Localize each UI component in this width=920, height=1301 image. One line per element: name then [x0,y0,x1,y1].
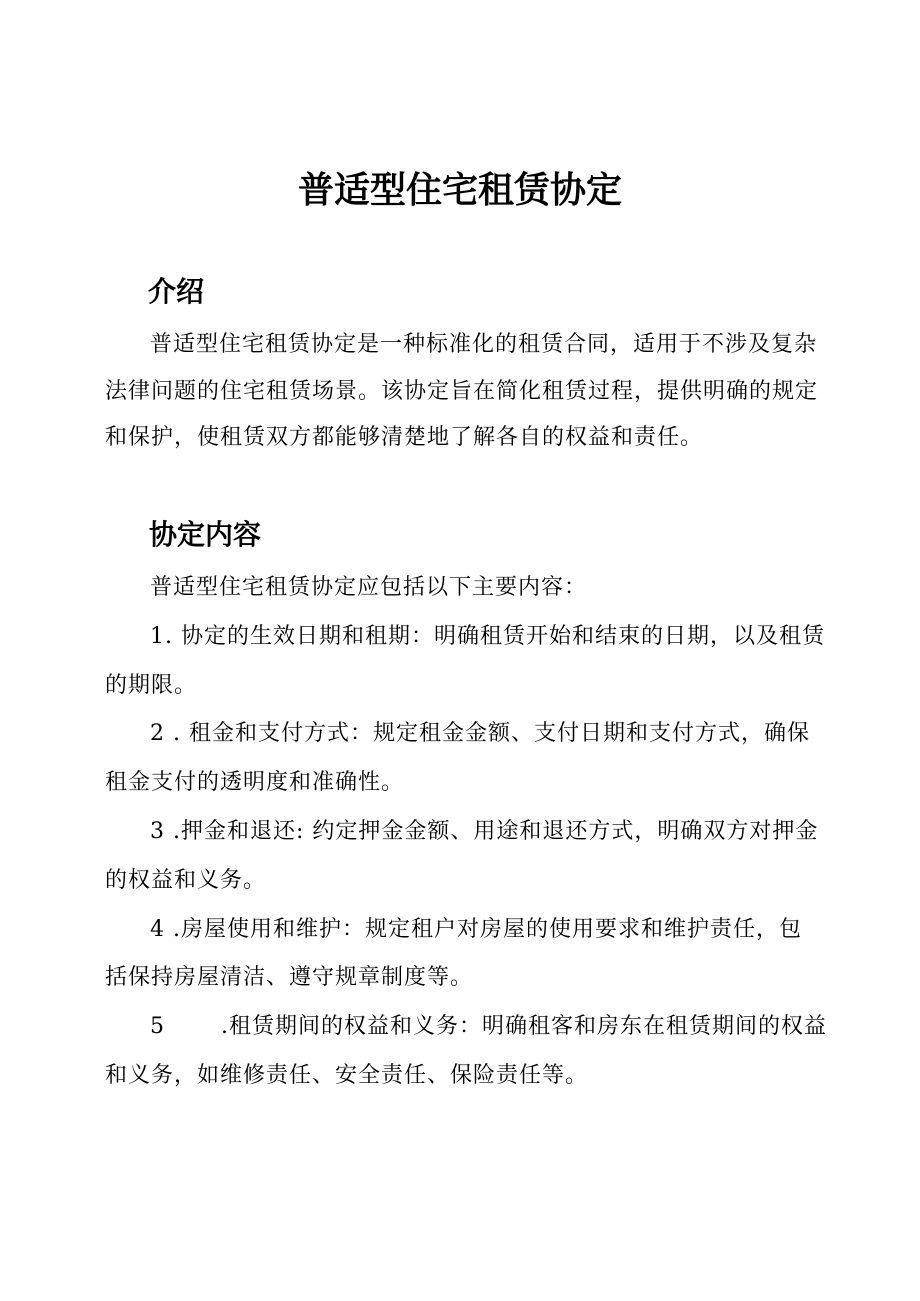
list-item-line: 和义务，如维修责任、安全责任、保险责任等。 [105,1062,589,1088]
intro-paragraph [105,322,821,462]
document-title: 普适型住宅租赁协定 [297,170,622,211]
intro-section-heading: 介绍 [148,275,205,308]
content-section-heading: 协定内容 [149,518,262,551]
content-paragraph [105,564,827,1101]
list-item-line: 租金支付的透明度和准确性。 [105,770,405,796]
paragraph-line: 普适型住宅租赁协定是一种标准化的租赁合同，适用于不涉及复杂 [150,332,818,357]
paragraph-line: 普适型住宅租赁协定应包括以下主要内容： [150,575,588,600]
list-item-line: 5 .租赁期间的权益和义务：明确租客和房东在租赁期间的权益 [150,1014,827,1040]
list-item-line: 的权益和义务。 [105,867,267,893]
list-item-line: 4 .房屋使用和维护：规定租户对房屋的使用要求和维护责任，包 [150,916,802,942]
paragraph-line: 和保护，使租赁双方都能够清楚地了解各自的权益和责任。 [105,425,704,450]
paragraph-line: 法律问题的住宅租赁场景。该协定旨在简化租赁过程，提供明确的规定 [105,378,819,404]
list-item-line: 的期限。 [105,672,198,698]
list-item-line: 2 . 租金和支付方式：规定租金金额、支付日期和支付方式，确保 [150,721,810,747]
list-item-line: 括保持房屋清洁、遵守规章制度等。 [105,965,474,991]
list-item-line: 3 .押金和退还: 约定押金金额、用途和退还方式，明确双方对押金 [150,818,819,844]
list-item-line: 1. 协定的生效日期和租期：明确租赁开始和结束的日期，以及租赁 [150,623,825,649]
